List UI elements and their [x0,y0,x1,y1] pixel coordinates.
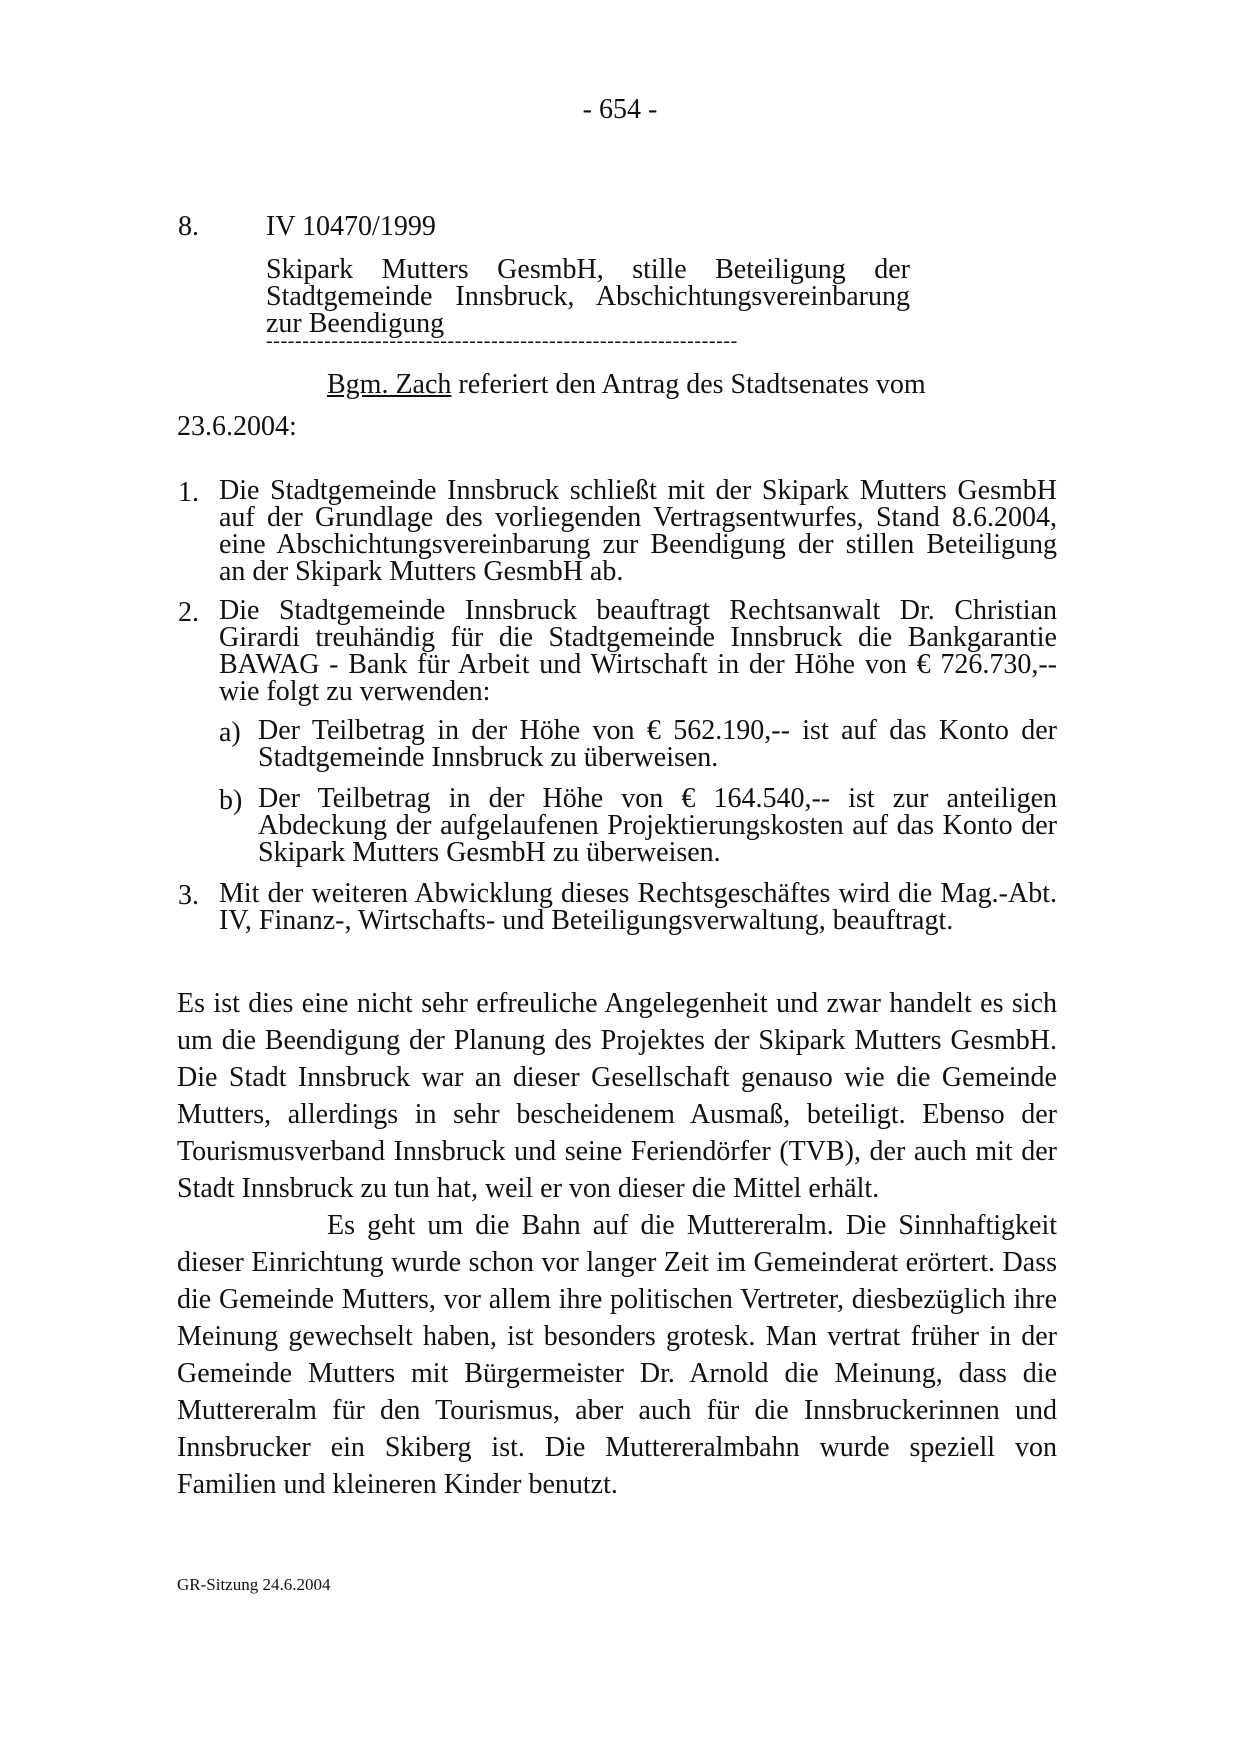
motion-subitem-text: Der Teilbetrag in der Höhe von € 164.540,-- ist zur anteiligen Abdeckung der aufgelaufenen Projektierungskosten auf das Konto der Skipark Mutters GesmbH zu überweisen. [258,783,1057,868]
motion-item-text: Die Stadtgemeinde Innsbruck beauftragt Rechtsanwalt Dr. Christian Girardi treuhändig für die Stadtgemeinde Innsbruck die Bankgarantie BAWAG - Bank für Arbeit und Wirtschaft in der Höhe von € 726.730,-- wie folgt zu verwenden: [219,595,1057,707]
motion-item-number: 3. [178,880,199,911]
page-footer: GR-Sitzung 24.6.2004 [177,1575,331,1594]
referral-date: 23.6.2004: [177,411,297,442]
separator-line: ----------------------------------------------------------------- [266,334,738,348]
referral-speaker: Bgm. Zach [327,369,452,400]
discussion-paragraph: Es geht um die Bahn auf die Muttereralm. Die Sinnhaftigkeit dieser Einrichtung wurde schon vor langer Zeit im Gemeinderat erörtert. Dass die Gemeinde Mutters, vor allem ihre politischen Vertreter, diesbezüglich ihre Meinung gewechselt haben, ist besonders grotesk. Man vertrat früher in der Gemeinde Mutters mit Bürgermeister Dr. Arnold die Meinung, dass die Muttereralm für den Tourismus, aber auch für die Innsbruckerinnen und Innsbrucker ein Skiberg ist. Die Muttereralmbahn wurde speziell von Familien und kleineren Kinder benutzt. [177,1210,1057,1500]
agenda-item-subject: Skipark Mutters GesmbH, stille Beteiligung der Stadtgemeinde Innsbruck, Abschichtungsvereinbarung zur Beendigung [266,254,910,339]
motion-item-number: 1. [178,477,199,508]
motion-subitem-text: Der Teilbetrag in der Höhe von € 562.190,-- ist auf das Konto der Stadtgemeinde Innsbruck zu überweisen. [258,715,1057,773]
agenda-item-number: 8. [178,211,199,242]
page-number: - 654 - [582,94,658,125]
agenda-item-reference: IV 10470/1999 [266,211,436,242]
motion-item-number: 2. [178,597,199,628]
referral-line [327,369,926,401]
motion-subitem-letter: b) [219,785,243,816]
motion-item-text: Die Stadtgemeinde Innsbruck schließt mit der Skipark Mutters GesmbH auf der Grundlage des vorliegenden Vertragsentwurfes, Stand 8.6.2004, eine Abschichtungsvereinbarung zur Beendigung der stillen Beteiligung an der Skipark Mutters GesmbH ab. [219,475,1057,587]
motion-item-text: Mit der weiteren Abwicklung dieses Rechtsgeschäftes wird die Mag.-Abt. IV, Finanz-, Wirtschafts- und Beteiligungsverwaltung, beauftragt. [219,878,1057,936]
motion-subitem-letter: a) [219,717,241,748]
discussion-paragraph: Es ist dies eine nicht sehr erfreuliche Angelegenheit und zwar handelt es sich um die Beendigung der Planung des Projektes der Skipark Mutters GesmbH. Die Stadt Innsbruck war an dieser Gesellschaft genauso wie die Gemeinde Mutters, allerdings in sehr bescheidenem Ausmaß, beteiligt. Ebenso der Tourismusverband Innsbruck und seine Feriendörfer (TVB), der auch mit der Stadt Innsbruck zu tun hat, weil er von dieser die Mittel erhält. [177,988,1057,1204]
referral-text: referiert den Antrag des Stadtsenates vom [451,369,926,400]
